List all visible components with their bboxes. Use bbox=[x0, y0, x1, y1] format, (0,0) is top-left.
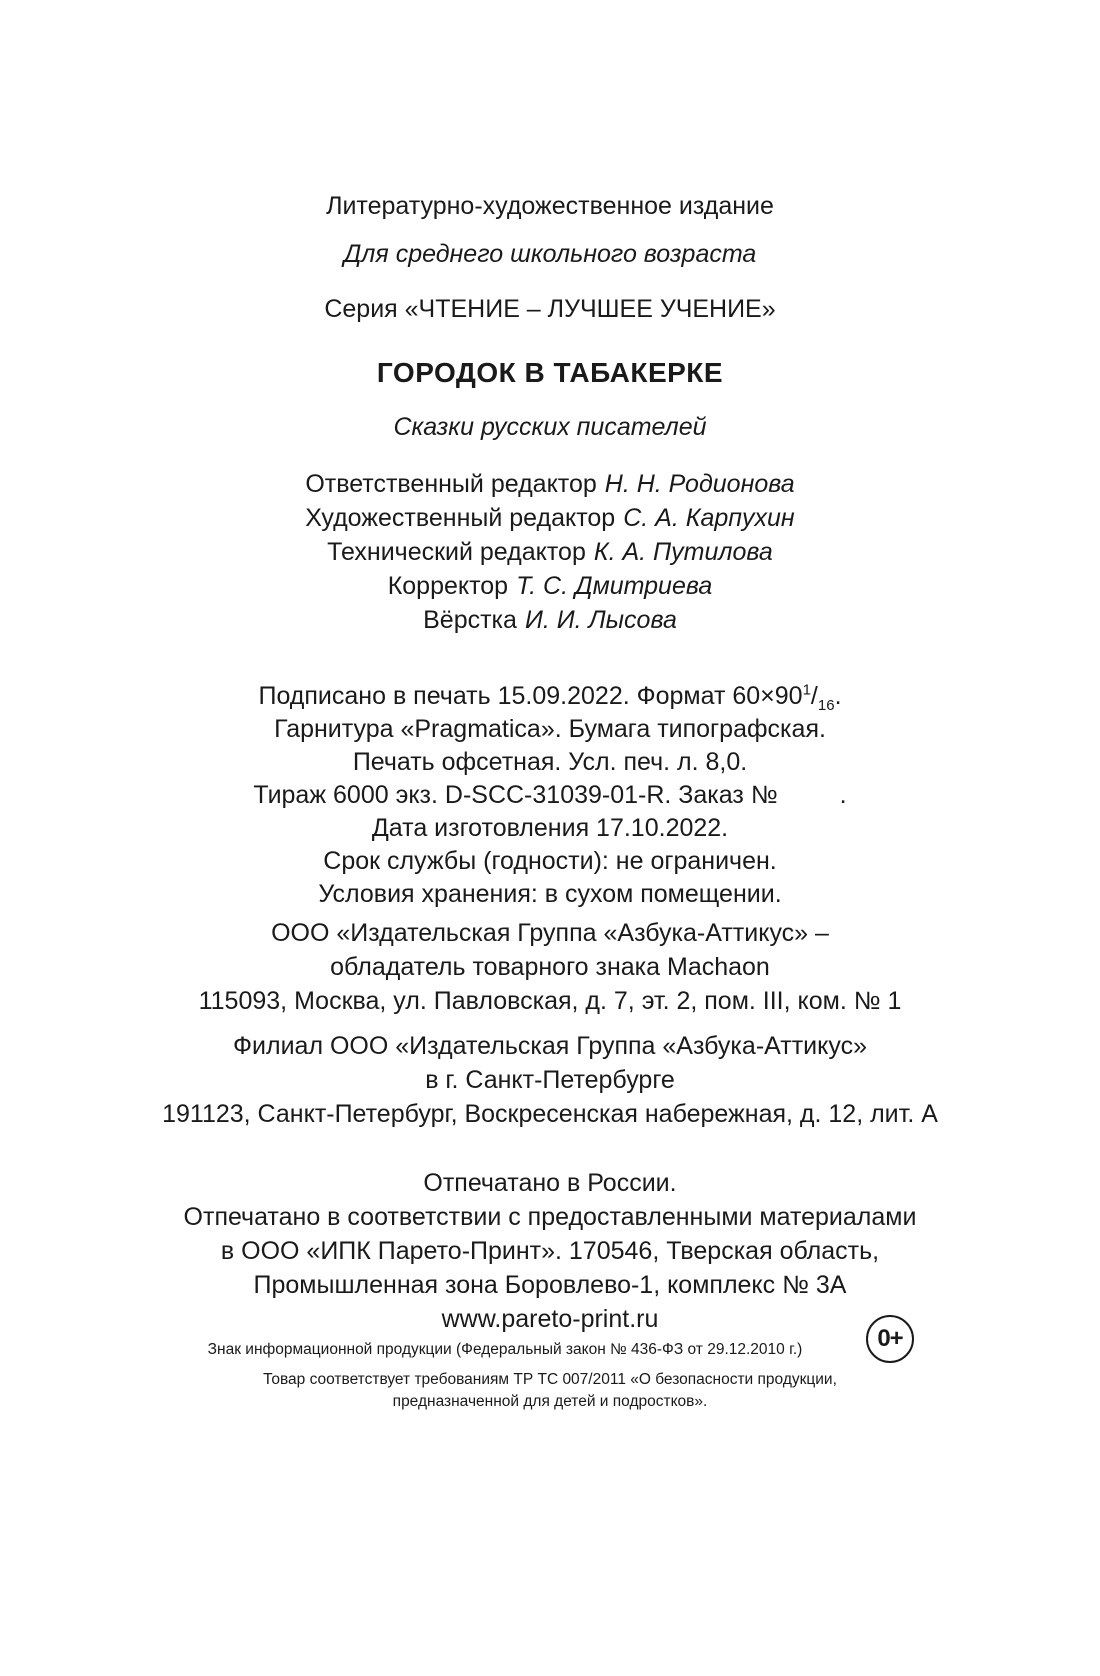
circulation-end: . bbox=[839, 781, 847, 809]
printer-address: Промышленная зона Боровлево-1, комплекс № 3А bbox=[253, 1271, 847, 1299]
staff-name: И. И. Лысова bbox=[524, 606, 677, 634]
staff-line bbox=[0, 604, 1100, 636]
book-title: ГОРОДОК В ТАБАКЕРКЕ bbox=[376, 357, 724, 388]
printer-name: в ООО «ИПК Парето-Принт». 170546, Тверская область, bbox=[220, 1237, 880, 1265]
age-rating-icon: 0+ bbox=[866, 1315, 914, 1363]
staff-line bbox=[0, 502, 1100, 534]
printed-in: Отпечатано в России. bbox=[423, 1169, 677, 1197]
storage-conditions: Условия хранения: в сухом помещении. bbox=[318, 880, 782, 908]
staff-role: Технический редактор bbox=[327, 538, 586, 566]
typeface-line: Гарнитура «Pragmatica». Бумага типографская. bbox=[274, 715, 826, 743]
staff-role: Художественный редактор bbox=[305, 504, 616, 532]
staff-line bbox=[0, 570, 1100, 602]
format-denominator: 16 bbox=[817, 697, 835, 714]
info-mark-text: Знак информационной продукции (Федеральный закон № 436-ФЗ от 29.12.2010 г.) bbox=[207, 1341, 803, 1358]
manufacture-date: Дата изготовления 17.10.2022. bbox=[371, 814, 729, 842]
staff-line bbox=[0, 536, 1100, 568]
signed-to-print bbox=[0, 680, 1100, 712]
staff-name: С. А. Карпухин bbox=[623, 504, 795, 532]
branch-address: 191123, Санкт-Петербург, Воскресенская набережная, д. 12, лит. А bbox=[162, 1100, 938, 1128]
printing-line: Печать офсетная. Усл. печ. л. 8,0. bbox=[352, 748, 748, 776]
book-subtitle: Сказки русских писателей bbox=[393, 413, 707, 441]
format-numerator: 1 bbox=[802, 681, 811, 699]
staff-line bbox=[0, 468, 1100, 500]
printed-according: Отпечатано в соответствии с предоставленными материалами bbox=[183, 1203, 917, 1231]
compliance-line-2: предназначенной для детей и подростков». bbox=[392, 1393, 708, 1410]
staff-role: Вёрстка bbox=[423, 606, 517, 634]
publisher-name: ООО «Издательская Группа «Азбука-Аттикус» – bbox=[271, 919, 829, 947]
series-name: Серия «ЧТЕНИЕ – ЛУЧШЕЕ УЧЕНИЕ» bbox=[324, 295, 776, 323]
staff-name: Т. С. Дмитриева bbox=[516, 572, 713, 600]
shelf-life: Срок службы (годности): не ограничен. bbox=[323, 847, 777, 875]
audience-note: Для среднего школьного возраста bbox=[343, 240, 757, 268]
staff-name: Н. Н. Родионова bbox=[604, 470, 795, 498]
staff-name: К. А. Путилова bbox=[593, 538, 773, 566]
staff-role: Корректор bbox=[387, 572, 509, 600]
compliance-line-1: Товар соответствует требованиям ТР ТС 007/2011 «О безопасности продукции, bbox=[263, 1371, 837, 1388]
publisher-address: 115093, Москва, ул. Павловская, д. 7, эт. 2, пом. III, ком. № 1 bbox=[198, 987, 902, 1015]
circulation-text: Тираж 6000 экз. D-SCC-31039-01-R. Заказ № bbox=[253, 781, 778, 809]
trademark-holder: обладатель товарного знака Machaon bbox=[330, 953, 770, 981]
edition-type: Литературно-художественное издание bbox=[326, 192, 774, 220]
printer-website: www.pareto-print.ru bbox=[441, 1305, 659, 1333]
signed-text: Подписано в печать 15.09.2022. Формат 60×90 bbox=[258, 682, 803, 710]
staff-role: Ответственный редактор bbox=[305, 470, 597, 498]
branch-name: Филиал ООО «Издательская Группа «Азбука-Аттикус» bbox=[233, 1032, 867, 1060]
circulation-line bbox=[0, 779, 1100, 811]
format-separator: / bbox=[810, 682, 818, 710]
branch-city: в г. Санкт-Петербурге bbox=[425, 1066, 675, 1094]
format-end: . bbox=[834, 682, 842, 710]
